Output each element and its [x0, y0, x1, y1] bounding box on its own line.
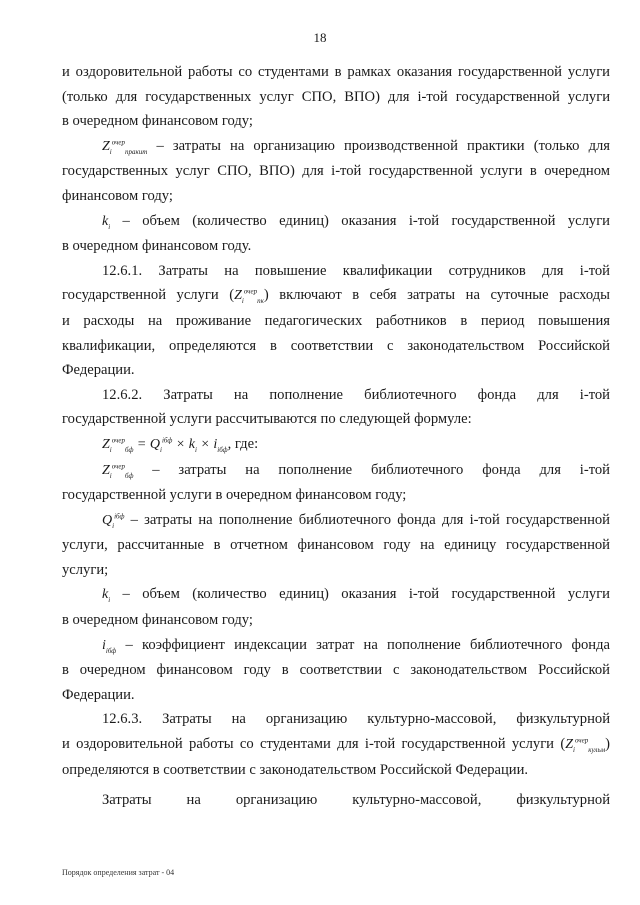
formula-symbol: $k_i$ — [102, 587, 111, 605]
text-line: услуги; — [62, 561, 109, 578]
text-line: определяются в соответствии с законодательством Российской Федерации. — [62, 761, 529, 778]
section-heading-line: 12.6.1. Затраты на повышение квалификации сотрудников для i-той — [102, 262, 610, 279]
text-line: Федерации. — [62, 362, 135, 379]
page-number: 18 — [313, 30, 327, 45]
text-line: в очередном финансовом году; — [62, 612, 253, 629]
page-footer: Порядок определения затрат - 04 — [62, 868, 175, 877]
text-line: государственной услуги $(Z_i^{очер}_{пк})$ включают в себя затраты на суточные расходы — [62, 287, 610, 306]
text-line: государственных услуг СПО, ВПО) для i-той государственной услуги в очередном — [62, 163, 610, 180]
definition-line: $Q_i^{iбф}$ – затраты на пополнение библиотечного фонда для i-той государственной — [102, 511, 610, 530]
section-heading-line: 12.6.3. Затраты на организацию культурно-массовой, физкультурной — [102, 711, 610, 728]
formula-symbol: $k_i$ — [102, 213, 111, 231]
formula-symbol: $Z_i^{очер}_{пк}$ — [234, 287, 264, 306]
section-heading-line: 12.6.2. Затраты на пополнение библиотечного фонда для i-той — [102, 386, 610, 403]
text-line: и расходы на проживание педагогических работников в период повышения — [62, 312, 610, 329]
definition-line: $Z_i^{очер}_{бф}$ – затраты на пополнение библиотечного фонда для i-той — [102, 461, 610, 480]
definition-line: $k_i$ – объем (количество единиц) оказания i-той государственной услуги — [102, 586, 610, 605]
definition-line: $i_{iбф}$ – коэффициент индексации затрат на пополнение библиотечного фонда — [102, 636, 610, 655]
document-body — [62, 60, 610, 813]
text-line: в очередном финансовом году; — [62, 113, 253, 130]
formula-symbol: $Z_i^{очер}_{пракит}$ — [102, 138, 148, 156]
text-line: Федерации. — [62, 686, 135, 703]
formula: $Z_i^{очер}_{бф} = Q_i^{iбф} \times k_i \times i_{iбф}$ — [102, 436, 228, 454]
text-line: квалификации, определяются в соответствии с законодательством Российской — [62, 337, 610, 354]
text-line: финансовом году; — [62, 187, 173, 204]
definition-line: $k_i$ – объем (количество единиц) оказания i-той государственной услуги — [102, 212, 610, 231]
text-line: государственной услуги в очередном финансовом году; — [62, 487, 407, 504]
text-line: Затраты на организацию культурно-массовой, физкультурной — [102, 792, 610, 809]
formula-symbol: $Q_i^{iбф}$ — [102, 512, 125, 530]
formula-symbol: $Z_i^{очер}_{кульм}$ — [565, 736, 606, 754]
text-line: в очередном финансовом году в соответствии с законодательством Российской — [62, 662, 610, 679]
text-line: и оздоровительной работы со студентами для i-той государственной услуги $(Z_i^{очер}_{кульм})$ — [62, 736, 610, 754]
text-line: услуги, рассчитанные в отчетном финансовом году на единицу государственной — [62, 537, 610, 554]
text-line: (только для государственных услуг СПО, ВПО) для i-той государственной услуги — [62, 88, 610, 105]
formula-line: $Z_i^{очер}_{бф} = Q_i^{iбф} \times k_i \times i_{iбф}$, где: — [102, 435, 259, 454]
text-line: и оздоровительной работы со студентами в рамках оказания государственной услуги — [62, 64, 610, 80]
text-line: государственной услуги рассчитываются по следующей формуле: — [62, 411, 472, 428]
text-line: в очередном финансовом году. — [62, 238, 252, 255]
formula-symbol: $Z_i^{очер}_{бф}$ — [102, 461, 134, 480]
formula-symbol: $i_{iбф}$ — [102, 637, 117, 655]
definition-line: $Z_i^{очер}_{пракит}$ – затраты на организацию производственной практики (только для — [102, 137, 610, 156]
